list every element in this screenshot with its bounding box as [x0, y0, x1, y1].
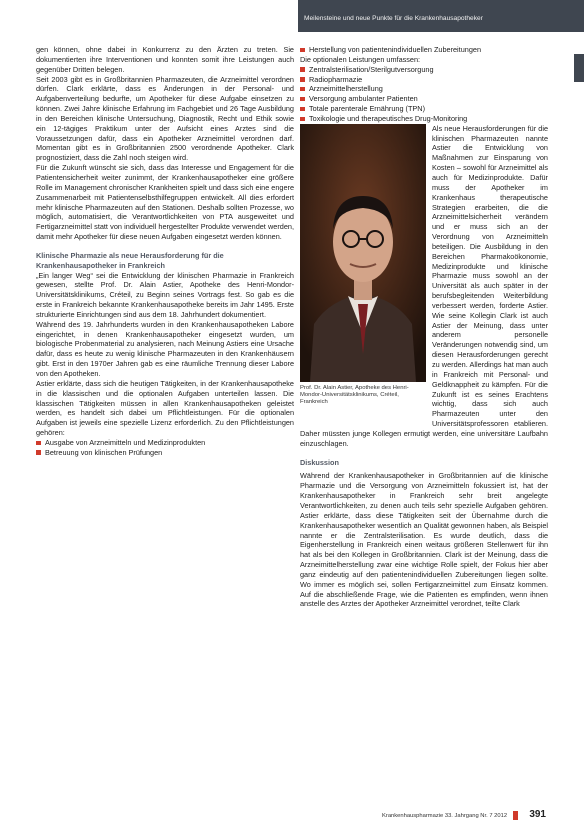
right-column	[300, 45, 548, 609]
list-item: Radiopharmazie	[300, 75, 548, 85]
paragraph: Während des 19. Jahrhunderts wurden in den Krankenhausapotheken Labore eingerichtet, in denen Krankenhausapotheker eingesetzt wurden, um biologische Probenmaterial zu analysieren, nach Meinung Astiers eine Ursache dafür, dass es heute zu wenig klinische Pharmazeuten in den Krankenhäusern gibt. Erst in den 1970er Jahren gab es eine räumliche Trennung dieser Labore von den Apotheken.	[36, 319, 294, 378]
list-item: Toxikologie und therapeutisches Drug-Monitoring	[300, 114, 548, 124]
paragraph: „Ein langer Weg“ sei die Entwicklung der klinischen Pharmazie in Frankreich gewesen, stellte Prof. Dr. Alain Astier, Apotheke des Henri-Mondor-Universitätsklinikums, Créteil, zu Beginn seines Vortrags fest. So gab es die erste in Frankreich bekannte Krankenhausapotheke bereits im Jahr 1495. Erste strukturierte Einrichtungen sind aus dem 18. Jahrhundert dokumentiert.	[36, 270, 294, 319]
section-tab	[574, 54, 584, 82]
list-item: Betreuung von klinischen Prüfungen	[36, 448, 294, 458]
list-item: Totale parenterale Ernährung (TPN)	[300, 104, 548, 114]
section-heading: Klinische Pharmazie als neue Herausforderung für die Krankenhausapotheker in Frankreich	[36, 250, 224, 270]
paragraph: Seit 2003 gibt es in Großbritannien Pharmazeuten, die Arzneimittel verordnen dürfen. Clark erklärte, dass es Änderungen in der Personal- und Aufgabenverteilung bedurfte, um Apotheker für diese Aufgabe einsetzen zu können. Zwei Jahre klinische Erfahrung im Fachgebiet und 26 Tage Ausbildung in den Bereichen klinische Untersuchung, Diagnostik, Recht und Ethik sowie ein 12-tägiges Praktikum unter der Aufsicht eines Arztes sind die Voraussetzungen dafür, dass ein Apotheker Arzneimittel verordnen darf. Momentan gibt es in Großbritannien 2500 verordnende Apotheker. Clark prognostiziert, dass die Zahl noch steigen wird.	[36, 74, 294, 163]
photo-caption: Prof. Dr. Alain Astier, Apotheke des Henri-Mondor-Universitätsklinikums, Créteil, Frankreich	[300, 384, 409, 406]
optional-tasks-list	[300, 65, 548, 124]
paragraph: Die optionalen Leistungen umfassen:	[300, 54, 421, 64]
list-item: Arzneimittelherstellung	[300, 84, 548, 94]
list-item: Herstellung von patientenindividuellen Zubereitungen	[300, 45, 548, 55]
paragraph: Als neue Herausforderungen für die klinischen Pharmazeuten nannte Astier die Entwicklung von Maßnahmen zur Einsparung von Kosten – sowohl für Arzneimittel als auch für Medizinprodukte. Dafür muss der Apotheker im Krankenhaus therapeutische Strategien erarbeiten, die die Arzneimittelsicherheit verändern und er muss sich an der Verordnung von Arzneimitteln beteiligen. Die Ausbildung in den Bereichen Pharmakoökonomie, Medizinprodukte und klinische Pharmazie muss sowohl an der Universität als auch später in der berufsbegleitenden Weiterbildung verbessert werden, forderte Astier. Wie seine Kollegin Clark ist auch Astier der Meinung, dass unter anderem personelle Veränderungen notwendig sind, um diesen Herausforderungen gerecht zu werden. Allerdings hat man auch in Frankreich mit Personal- und Geldknappheit zu kämpfen. Für die Zukunft ist es seines Erachtens wichtig, dass sich auch Pharmazeuten unter den Universitätsprofessoren etablieren. Daher müssten junge Kollegen ermutigt werden, eine universitäre Laufbahn einzuschlagen.	[300, 123, 548, 448]
journal-citation: Krankenhauspharmazie 33. Jahrgang Nr. 7 2012	[382, 813, 508, 819]
paragraph: Astier erklärte, dass sich die heutigen Tätigkeiten, in der Krankenhausapotheke in die klassischen und die optionalen Aufgaben unterteilen lassen. Die klassischen Tätigkeiten müssen in allen Krankenhausapotheken geleistet werden, es handelt sich dabei um Pflichtleistungen. Für die optionalen Aufgaben ist jeweils eine spezielle Lizenz erforderlich. Zu den Pflichtleistungen gehören:	[36, 378, 294, 438]
page-footer	[382, 809, 546, 820]
mandatory-tasks-list-cont	[300, 45, 548, 55]
list-item: Ausgabe von Arzneimitteln und Medizinprodukten	[36, 438, 294, 448]
paragraph: Während der Krankenhausapotheker in Großbritannien auf die klinische Pharmazie und die Versorgung von Arzneimitteln fokussiert ist, hat der Krankenhausapotheker in Frankreich sehr breit angelegte Verantwortlichkeiten, zu denen auch teils sehr spezielle Aufgaben gehören. Astier erklärte, dass diese Tätigkeiten seit der Übernahme durch die Krankenhausapotheker wesentlich an Qualität gewonnen haben, als Beispiel nannte er die Zentralsterilisation. Es wurde deutlich, dass die Eigenherstellung in Frankreich einen weitaus größeren Stellenwert für ihn hat als bei den Kollegen in Großbritannien. Clark ist der Meinung, dass die Arzneimittelherstellung zwar eine wichtige Rolle spielt, der Fokus hier aber ganz eindeutig auf den patientenindividuellen Zubereitungen liegen sollte. Wo immer es möglich sei, sollen Fertigarzneimittel zum Einsatz kommen. Auf die abschließende Frage, wie die Patienten es empfinden, wenn ihnen anstelle des Arztes der Apotheker Arzneimittel verordnet, teilte Clark	[300, 471, 548, 609]
mandatory-tasks-list	[36, 438, 294, 458]
footer-accent-bar	[513, 811, 518, 820]
list-item: Zentralsterilisation/Sterilgutversorgung	[300, 65, 548, 75]
page-header-bar	[298, 0, 584, 32]
section-heading: Diskussion	[300, 457, 339, 467]
paragraph: Für die Zukunft wünscht sie sich, dass das Interesse und Engagement für die Patientensicherheit weiter zunimmt, der Krankenhausapotheker eine größere Rolle im Management chronischer Krankheiten spielt und dass sich eine engere Zusammenarbeit mit Patientenselbsthilfegruppen entwickelt. All dies erfordert mehr klinische Pharmazeuten auf den Stationen. Deshalb sollten Prozesse, wo möglich, automatisiert, die Verantwortlichkeiten von PTA ausgeweitet und Fertigarzneimittel statt von individuell hergestellter Produkte verwendet werden, damit mehr Apotheker für diese neuen Aufgaben eingesetzt werden können.	[36, 163, 294, 242]
list-item: Versorgung ambulanter Patienten	[300, 94, 548, 104]
page-number: 391	[529, 809, 546, 820]
portrait-figure	[300, 124, 426, 424]
running-header: Meilensteine und neue Punkte für die Krankenhausapotheker	[304, 15, 483, 22]
portrait-photo	[300, 124, 426, 382]
paragraph: gen können, ohne dabei in Konkurrenz zu den Ärzten zu treten. Sie dokumentierten ihre Interventionen und konnten somit ihre Leistungen auch gegenüber Dritten belegen.	[36, 45, 294, 74]
left-column	[36, 45, 294, 458]
